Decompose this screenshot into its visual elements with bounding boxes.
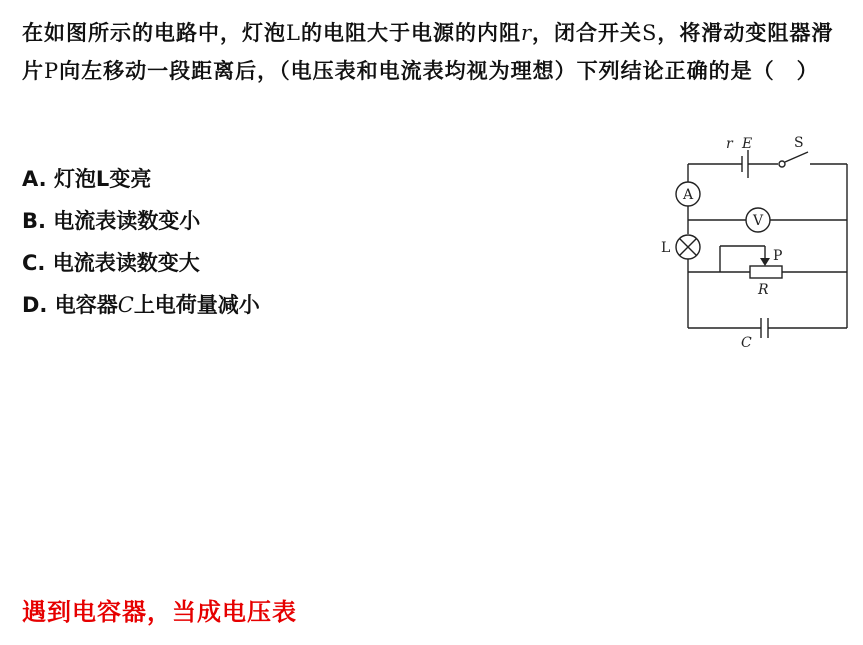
option-label: D. xyxy=(22,293,48,317)
capacitor-symbol: C xyxy=(117,293,134,317)
hint-text: 遇到电容器，当成电压表 xyxy=(22,598,297,626)
question-part: 在如图所示的电路中，灯泡 xyxy=(22,21,286,45)
answer-options xyxy=(22,158,260,326)
label-p: P xyxy=(773,248,783,264)
voltmeter-label: V xyxy=(753,213,764,229)
option-label: B. xyxy=(22,209,46,233)
label-e: E xyxy=(742,136,753,152)
question-part: ，将滑动变阻器滑片 xyxy=(22,21,834,83)
option-text: 电容器 xyxy=(54,293,118,317)
resistance-symbol: r xyxy=(520,21,532,45)
switch-symbol: S xyxy=(642,21,658,45)
label-rheostat: R xyxy=(758,282,769,298)
question-part: ，闭合开关 xyxy=(532,21,642,45)
question-part: 向左移动一段距离后，（电压表和电流表均视为理想）下列结论正确的是（ ） xyxy=(59,59,819,83)
label-r: r xyxy=(726,136,733,152)
option-a[interactable] xyxy=(22,158,260,200)
circuit-diagram xyxy=(650,128,855,353)
option-label: A. xyxy=(22,167,47,191)
option-c[interactable] xyxy=(22,242,260,284)
option-d[interactable] xyxy=(22,284,260,326)
slider-arrow-icon xyxy=(760,258,770,266)
label-s: S xyxy=(794,135,804,151)
option-text: 电流表读数变小 xyxy=(53,209,201,233)
option-b[interactable] xyxy=(22,200,260,242)
option-text: 上电荷量减小 xyxy=(133,293,260,317)
option-label: C. xyxy=(22,251,46,275)
question-part: 的电阻大于电源的内阻 xyxy=(300,21,521,45)
lamp-symbol: L xyxy=(286,21,301,45)
option-text: 灯泡L变亮 xyxy=(53,167,152,191)
ammeter-label: A xyxy=(683,187,694,203)
label-l: L xyxy=(661,240,671,256)
slider-symbol: P xyxy=(44,59,60,83)
question-text xyxy=(22,14,852,90)
label-c: C xyxy=(741,335,752,351)
option-text: 电流表读数变大 xyxy=(52,251,200,275)
